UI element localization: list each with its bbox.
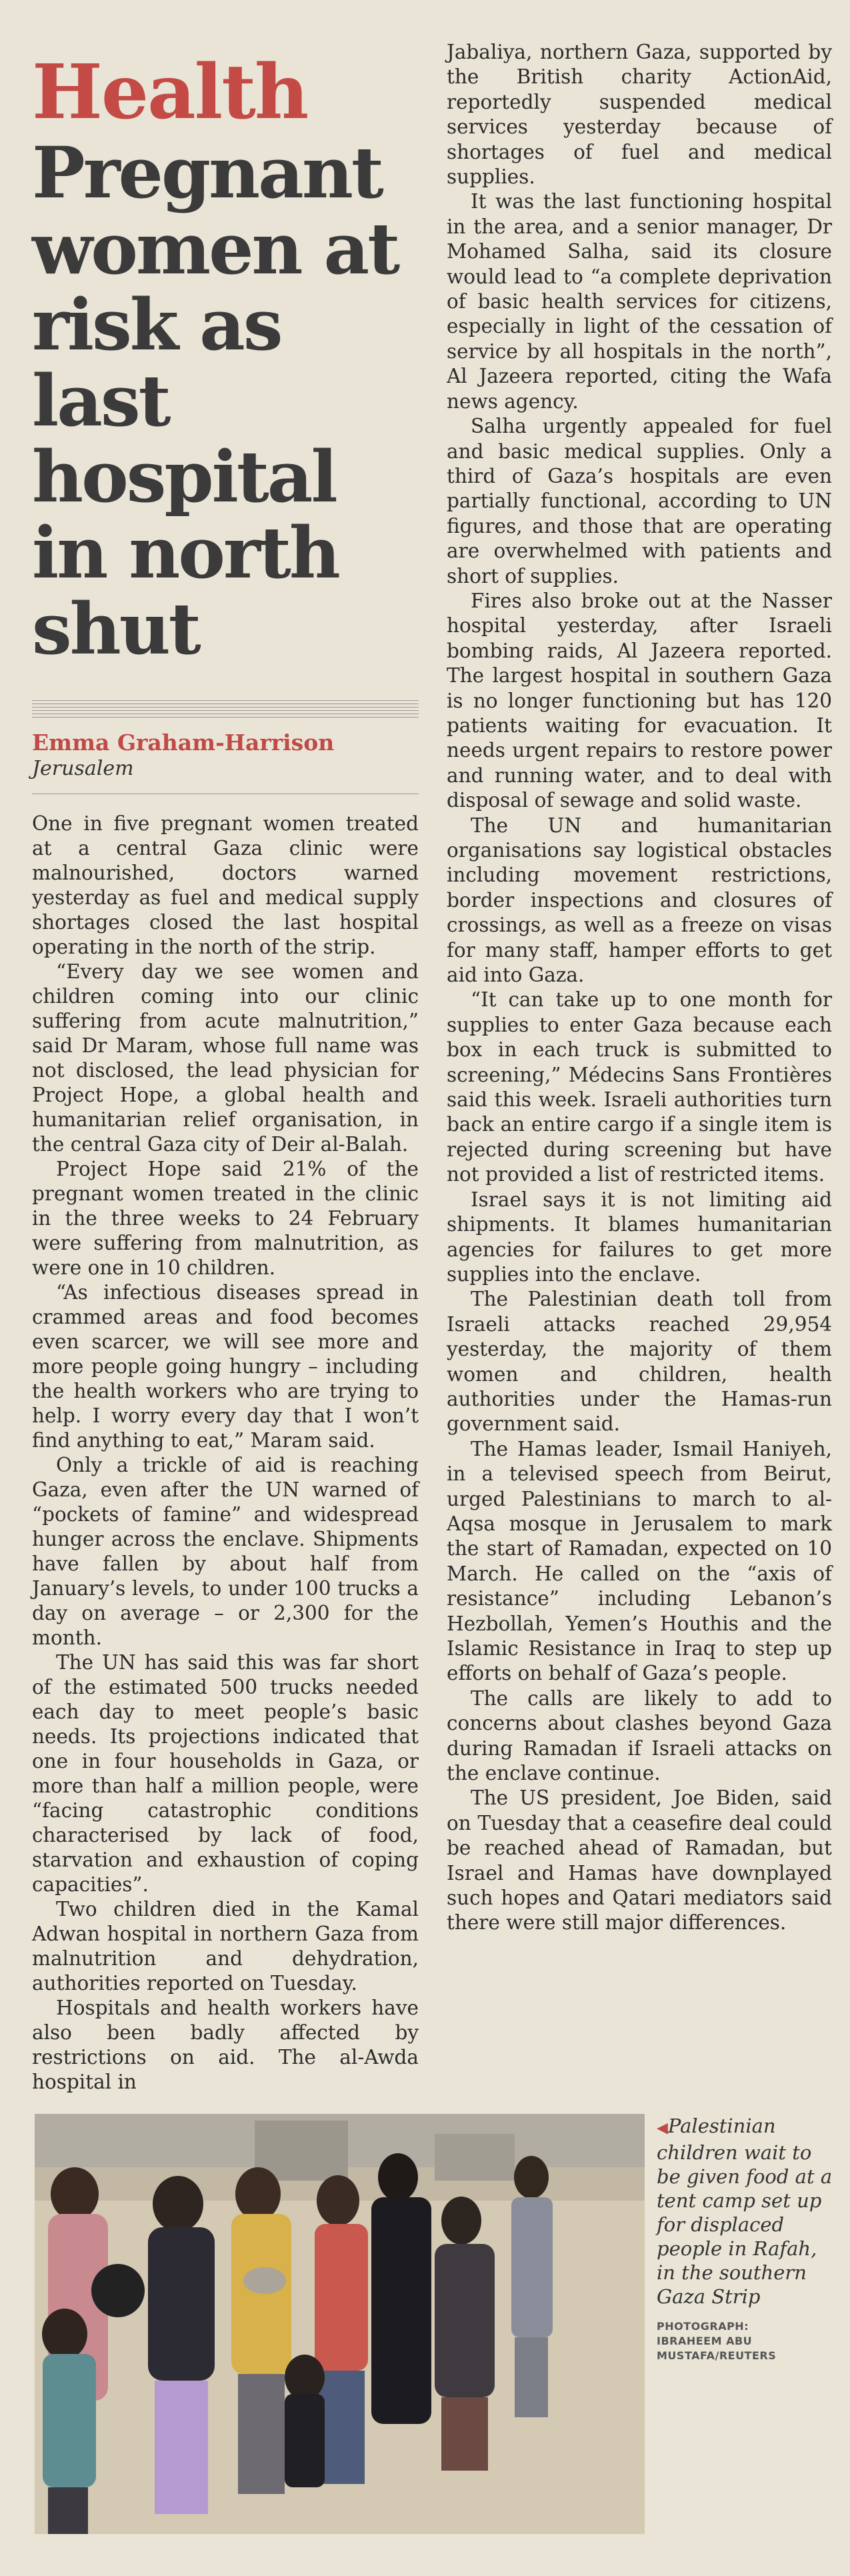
credit-name: IBRAHEEM ABU MUSTAFA/REUTERS — [657, 2335, 777, 2362]
paragraph: Two children died in the Kamal Adwan hospital in northern Gaza from malnutrition and dehydration, authorities reported on Tuesday. — [32, 1898, 419, 1995]
dateline: Jerusalem — [32, 757, 134, 780]
paragraph: Israel says it is not limiting aid shipments. It blames humanitarian agencies for failures to get more supplies into the enclave. — [447, 1188, 832, 1286]
photo-credit — [657, 2319, 833, 2363]
left-column — [32, 47, 419, 2095]
byline: Emma Graham-Harrison — [32, 730, 335, 756]
news-photo — [35, 2114, 645, 2534]
paragraph: Only a trickle of aid is reaching Gaza, even after the UN warned of “pockets of famine” and widespread hunger across the enclave. Shipments have fallen by about half from January’s levels, to under 100 trucks a day on average – or 2,300 for the month. — [32, 1454, 419, 1649]
photo-caption — [657, 2114, 833, 2363]
section-kicker: Health — [32, 49, 308, 136]
paragraph: The Palestinian death toll from Israeli attacks reached 29,954 yesterday, the majority of them women and children, health authorities under the Hamas-run government said. — [447, 1288, 832, 1436]
headline-rules — [32, 700, 419, 718]
paragraph: Jabaliya, northern Gaza, supported by the British charity ActionAid, reportedly suspended medical services yesterday because of shortages of fuel and medical supplies. — [447, 41, 832, 189]
credit-label: PHOTOGRAPH: — [657, 2320, 749, 2333]
paragraph: The UN and humanitarian organisations say logistical obstacles including movement restrictions, border inspections and closures of crossings, as well as a freeze on visas for many staff, hamper efforts to get aid into Gaza. — [447, 814, 832, 987]
paragraph: “Every day we see women and children coming into our clinic suffering from acute malnutrition,” said Dr Maram, whose full name was not disclosed, the lead physician for Project Hope, a global health and humanitarian relief organisation, in the central Gaza city of Deir al-Balah. — [32, 960, 419, 1156]
paragraph: “It can take up to one month for supplies to enter Gaza because each box in each truck is submitted to screening,” Médecins Sans Frontières said this week. Israeli authorities turn back an entire cargo if a single item is rejected during screening but have not provided a list of restricted items. — [447, 988, 832, 1186]
headline: Pregnant women at risk as last hospital in north shut — [32, 131, 399, 670]
children-queue-illustration — [35, 2114, 645, 2534]
paragraph: The UN has said this was far short of the estimated 500 trucks needed each day to meet people’s basic needs. Its projections indicated that one in four households in Gaza, or more than half a million people, were “facing catastrophic conditions characterised by lack of food, starvation and exhaustion of coping capacities”. — [32, 1651, 419, 1896]
paragraph: One in five pregnant women treated at a central Gaza clinic were malnourished, doctors warned yesterday as fuel and medical supply shortages closed the last hospital operating in the north of the strip. — [32, 812, 419, 958]
paragraph: Fires also broke out at the Nasser hospital yesterday, after Israeli bombing raids, Al Jazeera reported. The largest hospital in southern Gaza is no longer functioning but has 120 patients waiting for evacuation. It needs urgent repairs to restore power and running water, and to deal with disposal of sewage and solid waste. — [447, 589, 832, 812]
right-column — [447, 40, 832, 1936]
caption-body: Palestinian children wait to be given food at a tent camp set up for displaced people in Rafah, in the southern Gaza Strip — [657, 2115, 833, 2308]
caption-text — [657, 2114, 833, 2309]
paragraph: It was the last functioning hospital in the area, and a senior manager, Dr Mohamed Salha, said its closure would lead to “a complete deprivation of basic health services for citizens, especially in light of the cessation of service by all hospitals in the north”, Al Jazeera reported, citing the Wafa news agency. — [447, 190, 832, 413]
caption-pointer-icon: ◀ — [657, 2120, 668, 2137]
paragraph: Project Hope said 21% of the pregnant women treated in the clinic in the three weeks to 24 February were suffering from malnutrition, as were one in 10 children. — [32, 1158, 419, 1279]
paragraph: The calls are likely to add to concerns about clashes beyond Gaza during Ramadan if Israeli attacks on the enclave continue. — [447, 1686, 832, 1785]
paragraph: Salha urgently appealed for fuel and basic medical supplies. Only a third of Gaza’s hospitals are even partially functional, according to UN figures, and those that are operating are overwhelmed with patients and short of supplies. — [447, 415, 832, 587]
paragraph: The Hamas leader, Ismail Haniyeh, in a televised speech from Beirut, urged Palestinians to march to al-Aqsa mosque in Jerusalem to mark the start of Ramadan, expected on 10 March. He called on the “axis of resistance” including Lebanon’s Hezbollah, Yemen’s Houthis and the Islamic Resistance in Iraq to step up efforts on behalf of Gaza’s people. — [447, 1437, 832, 1685]
paragraph: Hospitals and health workers have also been badly affected by restrictions on aid. The al-Awda hospital in — [32, 1997, 419, 2093]
paragraph: “As infectious diseases spread in crammed areas and food becomes even scarcer, we will see more and more people going hungry – including the health workers who are trying to help. I worry every day that I won’t find anything to eat,” Maram said. — [32, 1281, 419, 1452]
paragraph: The US president, Joe Biden, said on Tuesday that a ceasefire deal could be reached ahead of Ramadan, but Israel and Hamas have downplayed such hopes and Qatari mediators said there were still major differences. — [447, 1786, 832, 1935]
